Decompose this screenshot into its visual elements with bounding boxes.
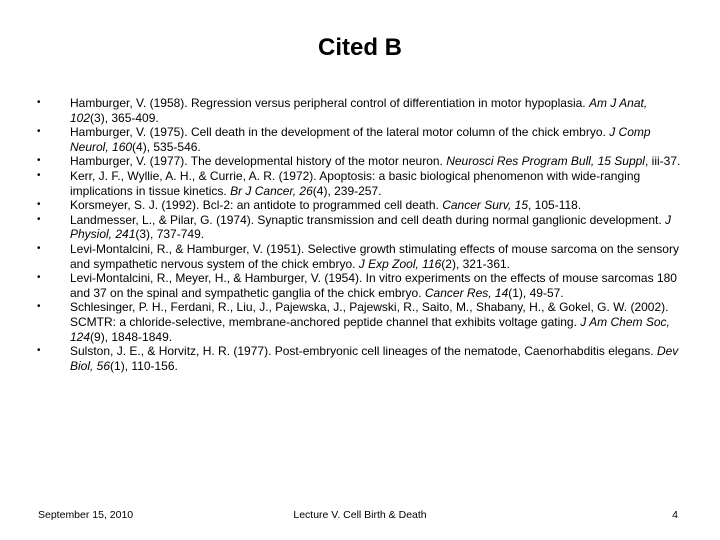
reference-pages: (1), 49-57.	[508, 285, 564, 300]
bullet-icon: •	[37, 213, 41, 225]
bullet-icon: •	[37, 126, 41, 138]
slide-title: Cited B	[318, 34, 402, 61]
reference-authors-title: Levi-Montalcini, R., Meyer, H., & Hamburger, V. (1954). In vitro experiments on the effects of mouse sarcomas 180 and 37 on the spinal and sympathetic ganglia of the chick embryo.	[70, 271, 677, 300]
reference-item	[37, 300, 687, 344]
bullet-icon: •	[37, 169, 41, 181]
reference-item	[37, 169, 687, 198]
reference-pages: , 105-118.	[528, 198, 582, 213]
reference-list	[37, 96, 687, 373]
reference-journal: Cancer Res, 14	[424, 285, 509, 300]
reference-journal: Am J Anat, 102	[70, 96, 648, 125]
reference-text	[70, 344, 687, 373]
reference-pages: (3), 365-409.	[90, 110, 159, 125]
reference-item	[37, 213, 687, 242]
reference-authors-title: Schlesinger, P. H., Ferdani, R., Liu, J., Pajewska, J., Pajewski, R., Saito, M., Shabany, H., & Gokel, G. W. (2002). SCMTR: a chloride-selective, membrane-anchored peptide channel that exhibits voltage gating.	[70, 300, 669, 329]
reference-item	[37, 344, 687, 373]
bullet-icon: •	[37, 345, 41, 357]
reference-authors-title: Hamburger, V. (1958). Regression versus peripheral control of differentiation in motor hypoplasia.	[70, 96, 589, 110]
reference-pages: (2), 321-361.	[441, 256, 511, 271]
reference-text	[70, 213, 687, 242]
reference-authors-title: Sulston, J. E., & Horvitz, H. R. (1977). Post-embryonic cell lineages of the nematode, Caenorhabditis elegans.	[70, 344, 657, 359]
reference-item	[37, 242, 687, 271]
reference-journal: Dev Biol, 56	[70, 344, 679, 373]
reference-item	[37, 125, 687, 154]
reference-journal: J Am Chem Soc, 124	[70, 314, 670, 344]
reference-pages: (9), 1848-1849.	[90, 329, 173, 344]
reference-authors-title: Korsmeyer, S. J. (1992). Bcl-2: an antidote to programmed cell death.	[70, 198, 443, 213]
footer-page-number: 4	[672, 509, 678, 521]
reference-text	[70, 154, 687, 169]
reference-journal: Neurosci Res Program Bull, 15 Suppl	[446, 154, 645, 169]
reference-text	[70, 242, 687, 271]
reference-authors-title: Hamburger, V. (1975). Cell death in the development of the lateral motor column of the chick embryo.	[70, 125, 610, 140]
reference-item	[37, 271, 687, 300]
reference-journal: J Exp Zool, 116	[358, 256, 442, 271]
reference-text	[70, 198, 687, 213]
bullet-icon: •	[37, 199, 41, 211]
reference-text	[70, 125, 687, 154]
reference-item	[37, 198, 687, 213]
bullet-icon: •	[37, 272, 41, 284]
reference-pages: (4), 535-546.	[132, 139, 201, 154]
reference-text	[70, 96, 687, 125]
reference-authors-title: Landmesser, L., & Pilar, G. (1974). Synaptic transmission and cell death during normal ganglionic development.	[70, 212, 665, 227]
reference-pages: (4), 239-257.	[312, 183, 382, 198]
bullet-icon: •	[37, 97, 41, 108]
reference-authors-title: Kerr, J. F., Wyllie, A. H., & Currie, A. R. (1972). Apoptosis: a basic biological phenomenon with wide-ranging implications in tissue kinetics.	[70, 168, 641, 198]
bullet-icon: •	[37, 242, 41, 254]
footer-lecture-title: Lecture V. Cell Birth & Death	[293, 509, 427, 521]
reference-pages: , iii-37.	[644, 154, 681, 169]
reference-item	[37, 96, 687, 125]
reference-journal: Br J Cancer, 26	[230, 183, 313, 198]
reference-item	[37, 154, 687, 169]
reference-pages: (3), 737-749.	[135, 227, 205, 242]
reference-journal: J Physiol, 241	[70, 212, 671, 242]
reference-text	[70, 271, 687, 300]
bullet-icon: •	[37, 155, 41, 167]
reference-authors-title: Hamburger, V. (1977). The developmental history of the motor neuron.	[70, 154, 447, 169]
reference-authors-title: Levi-Montalcini, R., & Hamburger, V. (1951). Selective growth stimulating effects of mouse sarcoma on the sensory and sympathetic nervous system of the chick embryo.	[70, 241, 679, 271]
bullet-icon: •	[37, 301, 41, 313]
footer-date: September 15, 2010	[38, 509, 134, 521]
reference-journal: Cancer Surv, 15	[442, 198, 529, 213]
reference-pages: (1), 110-156.	[110, 358, 178, 373]
reference-text	[70, 300, 687, 344]
reference-text	[70, 169, 687, 198]
reference-journal: J Comp Neurol, 160	[70, 125, 651, 154]
